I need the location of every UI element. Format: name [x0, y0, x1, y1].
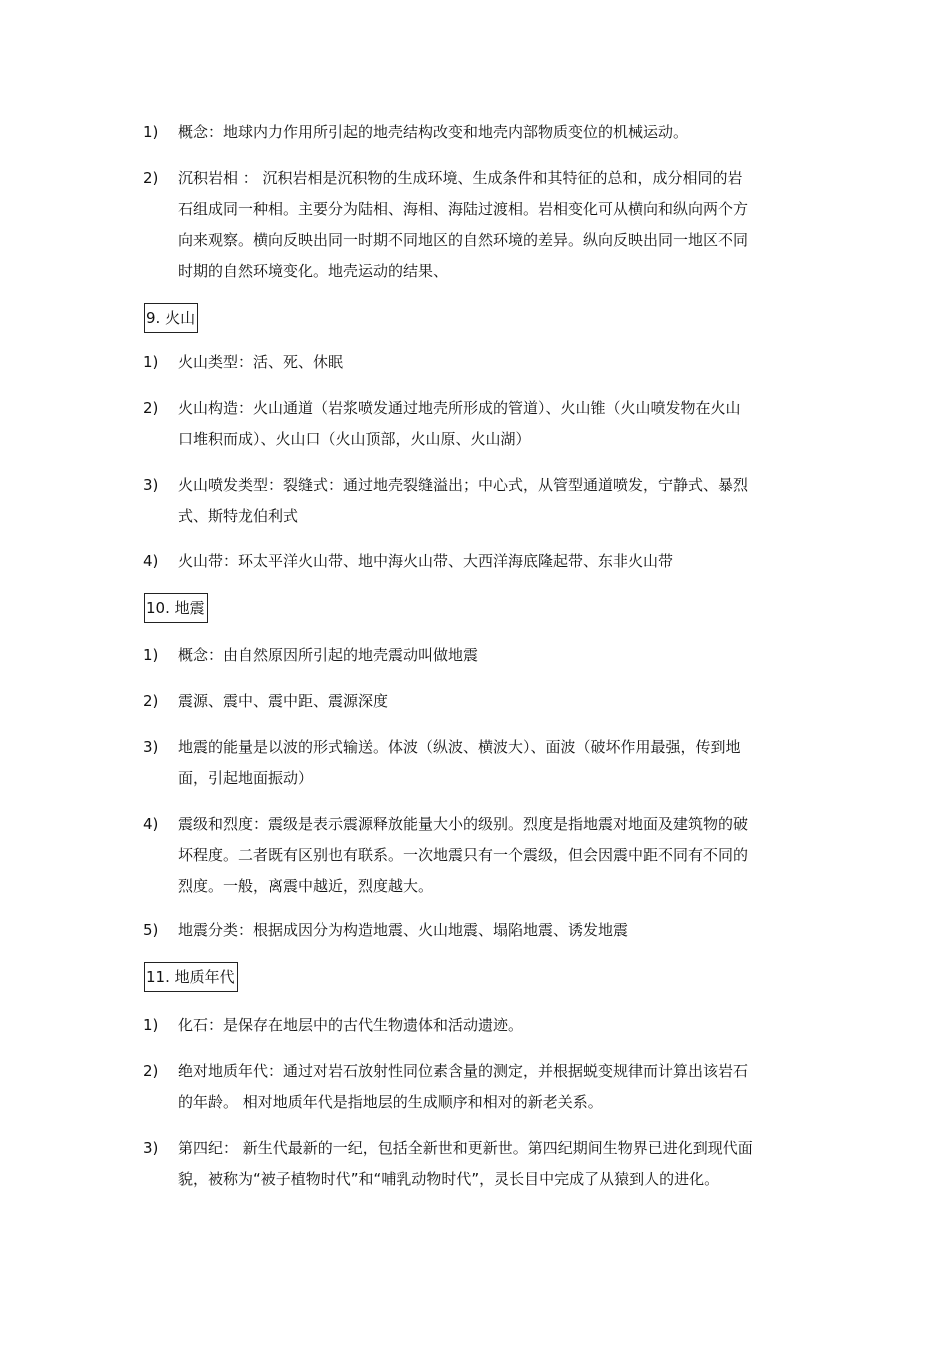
list-item	[143, 732, 753, 794]
list-item	[143, 640, 753, 671]
item-text: 概念：由自然原因所引起的地壳震动叫做地震	[178, 646, 479, 664]
item-number: 2)	[143, 1062, 159, 1080]
list-item	[143, 546, 753, 577]
item-number: 3)	[143, 476, 159, 494]
list-item	[143, 117, 753, 148]
item-number: 1)	[143, 123, 159, 141]
list-item	[143, 470, 753, 532]
list-item	[143, 347, 753, 378]
item-number: 1)	[143, 646, 159, 664]
item-number: 3)	[143, 738, 159, 756]
item-text: 震源、震中、震中距、震源深度	[178, 692, 389, 710]
item-number: 1)	[143, 353, 159, 371]
item-number: 3)	[143, 1139, 159, 1157]
section-heading-earthquake: 10. 地震	[144, 593, 208, 623]
item-number: 4)	[143, 815, 159, 833]
section-heading-volcano: 9. 火山	[144, 303, 198, 333]
list-item	[143, 393, 753, 455]
item-text: 火山类型：活、死、休眠	[178, 353, 344, 371]
list-item	[143, 1056, 753, 1118]
item-text: 地震的能量是以波的形式输送。体波（纵波、横波大）、面波（破坏作用最强，传到地面，引起地面振动）	[178, 738, 741, 787]
item-text: 火山构造：火山通道（岩浆喷发通过地壳所形成的管道）、火山锥（火山喷发物在火山口堆积而成）、火山口（火山顶部，火山原、火山湖）	[178, 399, 741, 448]
item-text: 火山带：环太平洋火山带、地中海火山带、大西洋海底隆起带、东非火山带	[178, 552, 674, 570]
item-text: 地震分类：根据成因分为构造地震、火山地震、塌陷地震、诱发地震	[178, 921, 629, 939]
item-text: 第四纪： 新生代最新的一纪，包括全新世和更新世。第四纪期间生物界已进化到现代面貌，被称为“被子植物时代”和“哺乳动物时代”，灵长目中完成了从猿到人的进化。	[178, 1139, 753, 1188]
list-item	[143, 163, 753, 287]
item-text: 震级和烈度：震级是表示震源释放能量大小的级别。烈度是指地震对地面及建筑物的破坏程度。二者既有区别也有联系。一次地震只有一个震级，但会因震中距不同有不同的烈度。一般，离震中越近，烈度越大。	[178, 815, 749, 895]
item-number: 2)	[143, 692, 159, 710]
item-number: 1)	[143, 1016, 159, 1034]
item-text: 绝对地质年代：通过对岩石放射性同位素含量的测定，并根据蜕变规律而计算出该岩石的年龄。 相对地质年代是指地层的生成顺序和相对的新老关系。	[178, 1062, 749, 1111]
list-item	[143, 915, 753, 946]
item-text: 化石：是保存在地层中的古代生物遗体和活动遗迹。	[178, 1016, 524, 1034]
list-item	[143, 1010, 753, 1041]
item-number: 2)	[143, 169, 159, 187]
item-number: 4)	[143, 552, 159, 570]
item-text: 火山喷发类型：裂缝式：通过地壳裂缝溢出；中心式，从管型通道喷发，宁静式、暴烈式、斯特龙伯利式	[178, 476, 749, 525]
item-text: 概念：地球内力作用所引起的地壳结构改变和地壳内部物质变位的机械运动。	[178, 123, 689, 141]
list-item	[143, 686, 753, 717]
list-item	[143, 1133, 753, 1195]
item-text: 沉积岩相 ： 沉积岩相是沉积物的生成环境、生成条件和其特征的总和，成分相同的岩石组成同一种相。主要分为陆相、海相、海陆过渡相。岩相变化可从横向和纵向两个方向来观察。横向反映出同一时期不同地区的自然环境的差异。纵向反映出同一地区不同时期的自然环境变化。地壳运动的结果、	[178, 169, 749, 280]
item-number: 2)	[143, 399, 159, 417]
item-number: 5)	[143, 921, 159, 939]
list-item	[143, 809, 753, 902]
section-heading-geotime: 11. 地质年代	[144, 962, 238, 992]
